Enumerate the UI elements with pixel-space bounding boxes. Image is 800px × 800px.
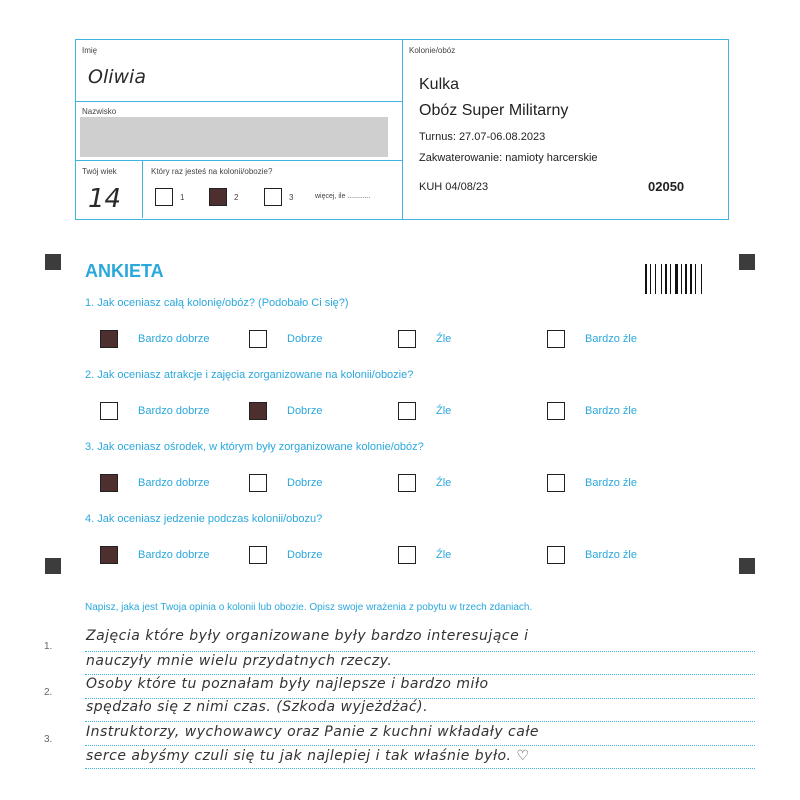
barcode-bar <box>695 264 696 294</box>
barcode-bar <box>655 264 656 294</box>
name-divider <box>75 101 402 102</box>
question-1-option-1-checkbox[interactable] <box>100 330 118 348</box>
nazwisko-label: Nazwisko <box>82 107 117 116</box>
ktory-raz-label: Który raz jesteś na kolonii/obozie? <box>151 167 273 176</box>
surname-divider <box>75 160 402 161</box>
visit-1-label: 1 <box>180 193 185 202</box>
question-1-option-4-label: Bardzo źle <box>585 333 637 345</box>
imie-label: Imię <box>82 46 98 55</box>
barcode-bar <box>675 264 678 294</box>
zakwaterowanie-text: Zakwaterowanie: namioty harcerskie <box>419 152 598 164</box>
question-1-option-1-label: Bardzo dobrze <box>138 333 210 345</box>
visit-2-label: 2 <box>234 193 239 202</box>
turnus-text: Turnus: 27.07-06.08.2023 <box>419 131 546 143</box>
question-3-option-4-checkbox[interactable] <box>547 474 565 492</box>
question-2-option-3-label: Źle <box>436 405 452 417</box>
question-4-option-3-checkbox[interactable] <box>398 546 416 564</box>
form-number: 02050 <box>648 179 685 194</box>
survey-title: ANKIETA <box>85 261 164 281</box>
question-1-option-2-label: Dobrze <box>287 333 323 345</box>
answer-line <box>85 721 755 722</box>
answer-line <box>85 674 755 675</box>
registration-marker-bottom-left <box>45 558 61 574</box>
opinion-line-2[interactable]: nauczyły mnie wielu przydatnych rzeczy. <box>86 653 393 669</box>
barcode-bar <box>661 264 662 294</box>
barcode <box>645 264 701 294</box>
visit-2-checkbox[interactable] <box>209 188 227 206</box>
visit-1-checkbox[interactable] <box>155 188 173 206</box>
header-divider <box>402 39 403 219</box>
opinion-line-4[interactable]: spędzało się z nimi czas. (Szkoda wyjeżdżać). <box>86 699 429 715</box>
barcode-bar <box>650 264 651 294</box>
opinion-line-3[interactable]: Osoby które tu poznałam były najlepsze i bardzo miło <box>86 676 489 692</box>
barcode-bar <box>645 264 647 294</box>
line-number-3: 3. <box>44 734 53 745</box>
opinion-line-6[interactable]: serce abyśmy czuli się tu jak najlepiej i tak właśnie było. ♡ <box>86 748 530 764</box>
question-3-option-3-label: Źle <box>436 477 452 489</box>
opinion-line-1[interactable]: Zajęcia które były organizowane były bardzo interesujące i <box>86 628 529 644</box>
question-4-option-2-checkbox[interactable] <box>249 546 267 564</box>
question-3-option-3-checkbox[interactable] <box>398 474 416 492</box>
question-2-option-1-label: Bardzo dobrze <box>138 405 210 417</box>
wiecej-label: więcej, ile ............ <box>315 193 371 200</box>
wiek-value[interactable]: 14 <box>88 184 122 214</box>
question-3-option-2-checkbox[interactable] <box>249 474 267 492</box>
barcode-bar <box>690 264 692 294</box>
barcode-bar <box>681 264 682 294</box>
visit-3-label: 3 <box>289 193 294 202</box>
question-2-option-2-checkbox[interactable] <box>249 402 267 420</box>
question-1-text: 1. Jak oceniasz całą kolonię/obóz? (Podobało Ci się?) <box>85 297 349 309</box>
question-3-option-1-label: Bardzo dobrze <box>138 477 210 489</box>
line-number-1: 1. <box>44 641 53 652</box>
imie-value[interactable]: Oliwia <box>88 66 146 88</box>
question-2-option-2-label: Dobrze <box>287 405 323 417</box>
code-text: KUH 04/08/23 <box>419 181 489 193</box>
question-4-option-3-label: Źle <box>436 549 452 561</box>
barcode-bar <box>670 264 671 294</box>
barcode-bar <box>665 264 667 294</box>
question-3-option-1-checkbox[interactable] <box>100 474 118 492</box>
redacted-surname <box>80 117 388 157</box>
question-4-option-1-checkbox[interactable] <box>100 546 118 564</box>
kolonie-name: Kulka <box>419 76 460 93</box>
question-4-option-4-checkbox[interactable] <box>547 546 565 564</box>
question-2-option-4-label: Bardzo źle <box>585 405 637 417</box>
question-2-option-4-checkbox[interactable] <box>547 402 565 420</box>
visit-3-checkbox[interactable] <box>264 188 282 206</box>
question-4-option-4-label: Bardzo źle <box>585 549 637 561</box>
question-3-option-2-label: Dobrze <box>287 477 323 489</box>
question-3-text: 3. Jak oceniasz ośrodek, w którym były zorganizowane kolonie/obóz? <box>85 441 424 453</box>
line-number-2: 2. <box>44 687 53 698</box>
question-3-option-4-label: Bardzo źle <box>585 477 637 489</box>
question-2-option-1-checkbox[interactable] <box>100 402 118 420</box>
kolonie-label: Kolonie/obóz <box>409 46 456 55</box>
registration-marker-bottom-right <box>739 558 755 574</box>
opinion-prompt: Napisz, jaka jest Twoja opinia o kolonii lub obozie. Opisz swoje wrażenia z pobytu w trzech zdaniach. <box>85 602 533 613</box>
question-1-option-3-checkbox[interactable] <box>398 330 416 348</box>
question-1-option-2-checkbox[interactable] <box>249 330 267 348</box>
age-divider <box>142 160 143 218</box>
registration-marker-top-right <box>739 254 755 270</box>
question-1-option-4-checkbox[interactable] <box>547 330 565 348</box>
barcode-bar <box>701 264 702 294</box>
barcode-bar <box>685 264 687 294</box>
registration-marker-top-left <box>45 254 61 270</box>
question-1-option-3-label: Źle <box>436 333 452 345</box>
answer-line <box>85 651 755 652</box>
question-2-text: 2. Jak oceniasz atrakcje i zajęcia zorganizowane na kolonii/obozie? <box>85 369 414 381</box>
answer-line <box>85 745 755 746</box>
question-2-option-3-checkbox[interactable] <box>398 402 416 420</box>
question-4-text: 4. Jak oceniasz jedzenie podczas kolonii/obozu? <box>85 513 323 525</box>
opinion-line-5[interactable]: Instruktorzy, wychowawcy oraz Panie z kuchni wkładały całe <box>86 724 539 740</box>
answer-line <box>85 768 755 769</box>
obozu-name: Obóz Super Militarny <box>419 102 569 119</box>
question-4-option-1-label: Bardzo dobrze <box>138 549 210 561</box>
question-4-option-2-label: Dobrze <box>287 549 323 561</box>
wiek-label: Twój wiek <box>82 167 117 176</box>
